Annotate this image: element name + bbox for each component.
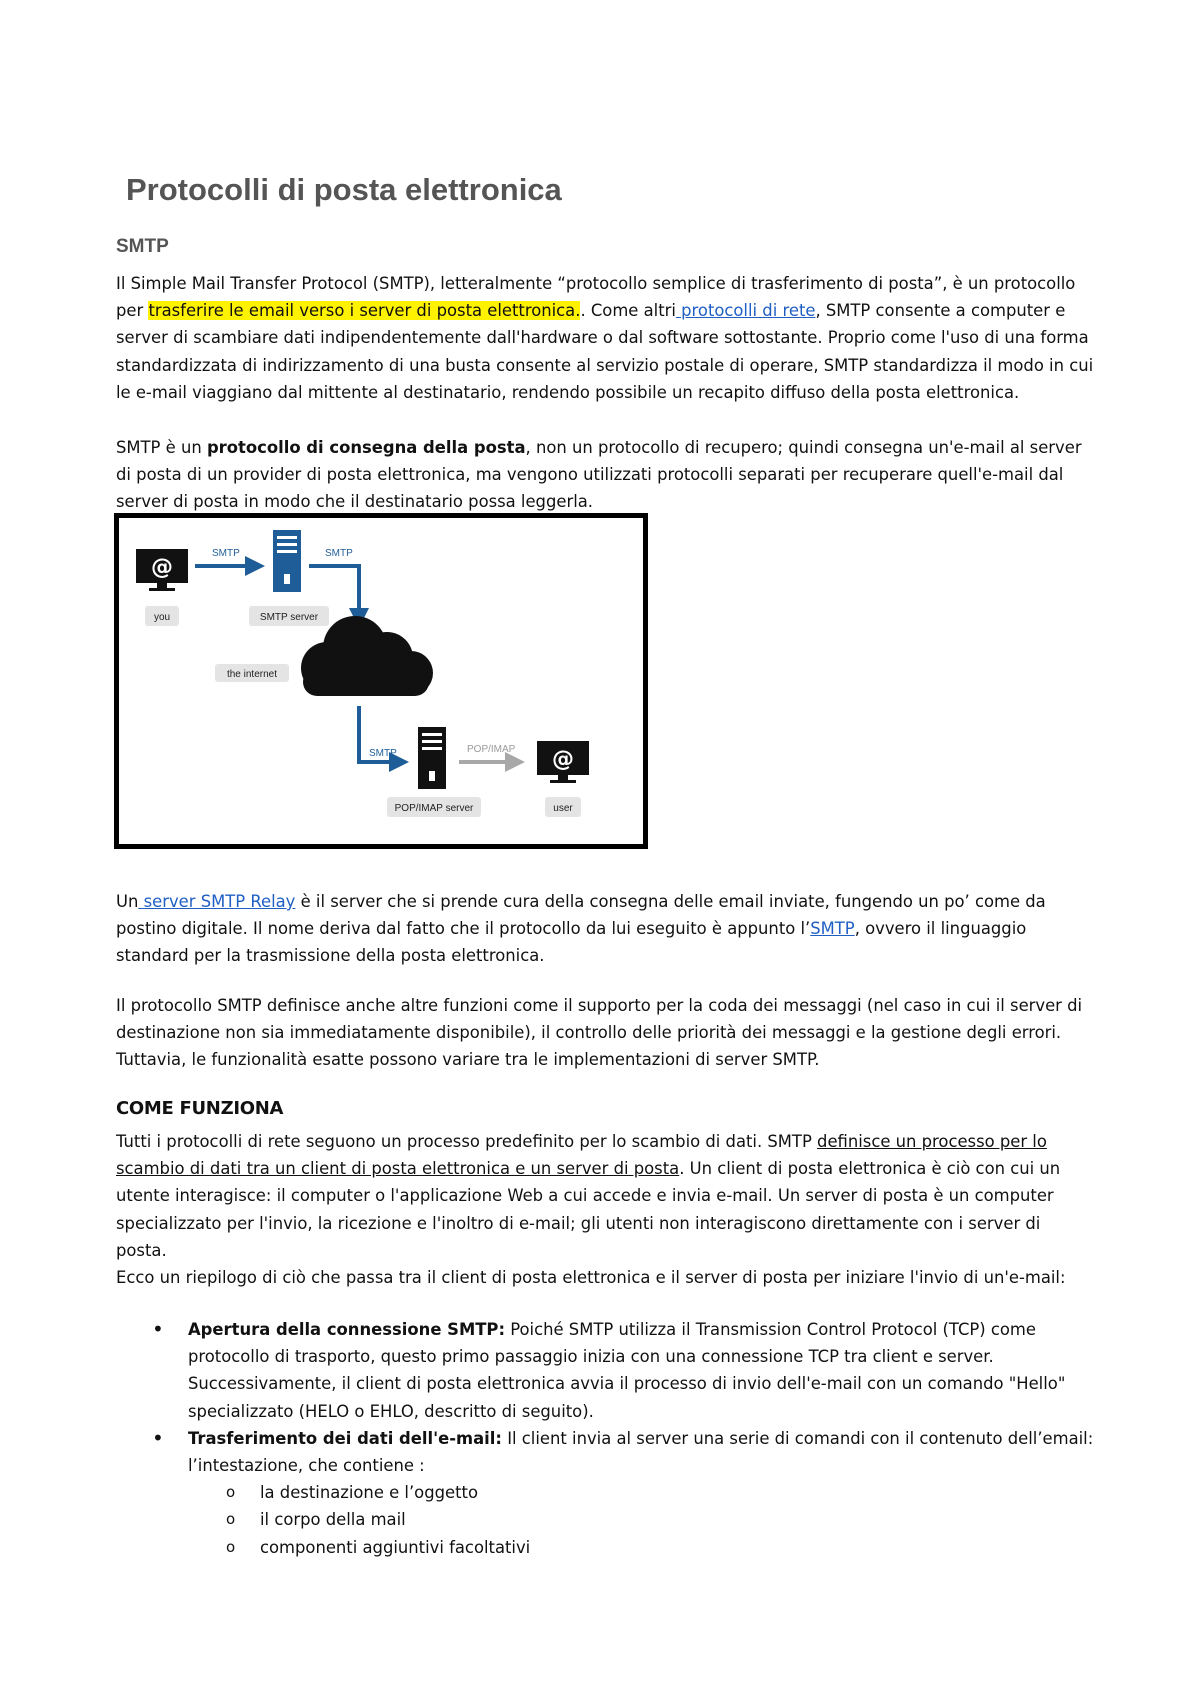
label-you: you [153, 612, 171, 623]
popimap-server-icon [418, 727, 446, 789]
sub-list-item: o la destinazione e l’oggetto [188, 1479, 1096, 1506]
para5-underlined: definisce un processo per lo scambio di dati tra un client di posta elettronica e un server di posta [116, 1132, 1047, 1179]
summary-paragraph: Ecco un riepilogo di ciò che passa tra il client di posta elettronica e il server di posta per iniziare l'invio di un'e-mail: [116, 1268, 1066, 1287]
label-smtp-server: SMTP server [259, 612, 319, 623]
para5-text-b: . Un client di posta elettronica è ciò con cui un utente interagisce: il computer o l'applicazione Web a cui accede e invia e-mail. Un server di posta è un computer specializzato per l'invio, la ricezione e l'inoltro di e-mail; gli utenti non interagiscono direttamente con i server di posta. [116, 1159, 1061, 1260]
para2-text-b: , non un protocollo di recupero; quindi consegna un'e-mail al server di posta di un provider di posta elettronica, ma vengono utilizzati protocolli separati per recuperare quell'e-mail dal server di posta in modo che il destinatario possa leggerla. [116, 438, 1082, 512]
at-icon: @ [552, 747, 574, 772]
label-smtp-2: SMTP [325, 548, 353, 559]
label-user: user [553, 803, 573, 814]
functions-paragraph: Il protocollo SMTP definisce anche altre funzioni come il supporto per la coda dei messaggi (nel caso in cui il server di destinazione non sia immediatamente disponibile), il controllo delle priorità dei messaggi e la gestione degli errori. Tuttavia, le funzionalità esatte possono variare tra le implementazioni di server SMTP. [116, 996, 1083, 1070]
para3-text-a: Un [116, 892, 139, 911]
smtp-intro-paragraph [116, 270, 1096, 406]
smtp-diagram-svg [119, 518, 643, 844]
link-server-smtp-relay[interactable]: server SMTP Relay [138, 892, 296, 911]
step-text: Il client invia al server una serie di comandi con il contenuto dell’email: l’intestazione, che contiene : [188, 1428, 1094, 1476]
list-item [116, 1316, 1096, 1425]
internet-cloud-icon [301, 616, 433, 696]
link-smtp[interactable]: SMTP [810, 919, 855, 939]
para2-text-a: SMTP è un [116, 438, 207, 457]
label-the-internet: the internet [226, 669, 278, 680]
para3-text-b: è il server che si prende cura della consegna delle email inviate, fungendo un po’ come da postino digitale. Il nome deriva dal fatto che il protocollo da lui eseguito è appunto l’ [116, 892, 1046, 939]
sub-list [188, 1479, 1096, 1561]
para3-text-c: , ovvero il linguaggio standard per la trasmissione della posta elettronica. [116, 919, 1027, 966]
sender-monitor-icon [136, 549, 188, 591]
label-popimap: POP/IMAP [467, 744, 516, 755]
link-protocolli-di-rete[interactable]: protocolli di rete [675, 301, 816, 321]
para5-text-a: Tutti i protocolli di rete seguono un processo predefinito per lo scambio di dati. SMTP [116, 1132, 818, 1151]
smtp-heading: SMTP [116, 236, 169, 257]
smtp-server-icon [273, 530, 301, 592]
highlighted-text: trasferire le email verso i server di posta elettronica. [148, 301, 581, 321]
para1-text-a: Il Simple Mail Transfer Protocol (SMTP), letteralmente “protocollo semplice di trasferimento di posta”, è un protocollo per [116, 274, 1076, 321]
smtp-delivery-paragraph [116, 434, 1096, 516]
label-smtp-1: SMTP [212, 548, 240, 559]
para1-text-c: , SMTP consente a computer e server di scambiare dati indipendentemente dall'hardware o dal software sottostante. Proprio come l'uso di una forma standardizzata di indirizzamento di una busta consente al servizio postale di operare, SMTP standardizza il modo in cui le e-mail viaggiano dal mittente al destinatario, rendendo possibile un recapito diffuso della posta elettronica. [116, 301, 1094, 402]
sub-list-item: o il corpo della mail [188, 1506, 1096, 1533]
step-text: Poiché SMTP utilizza il Transmission Control Protocol (TCP) come protocollo di trasporto, questo primo passaggio inizia con una connessione TCP tra client e server. Successivamente, il client di posta elettronica avvia il processo di invio dell'e-mail con un comando "Hello" specializzato (HELO o EHLO, descritto di seguito). [188, 1320, 1066, 1421]
smtp-diagram [114, 513, 648, 849]
label-smtp-3: SMTP [369, 748, 397, 759]
step-title: Apertura della connessione SMTP: [188, 1320, 506, 1339]
user-monitor-icon [537, 741, 589, 783]
process-paragraph [116, 1128, 1096, 1264]
para1-text-b: . Come altri [580, 301, 676, 321]
steps-list [116, 1316, 1096, 1561]
list-item [116, 1425, 1096, 1561]
at-icon: @ [151, 555, 173, 580]
step-title: Trasferimento dei dati dell'e-mail: [188, 1428, 502, 1448]
para2-bold: protocollo di consegna della posta [206, 438, 526, 457]
relay-paragraph [116, 888, 1096, 970]
label-popimap-server: POP/IMAP server [394, 803, 474, 814]
sub-list-item: o componenti aggiuntivi facoltativi [188, 1534, 1096, 1561]
come-funziona-heading: COME FUNZIONA [116, 1098, 284, 1119]
page-title: Protocolli di posta elettronica [126, 172, 562, 207]
